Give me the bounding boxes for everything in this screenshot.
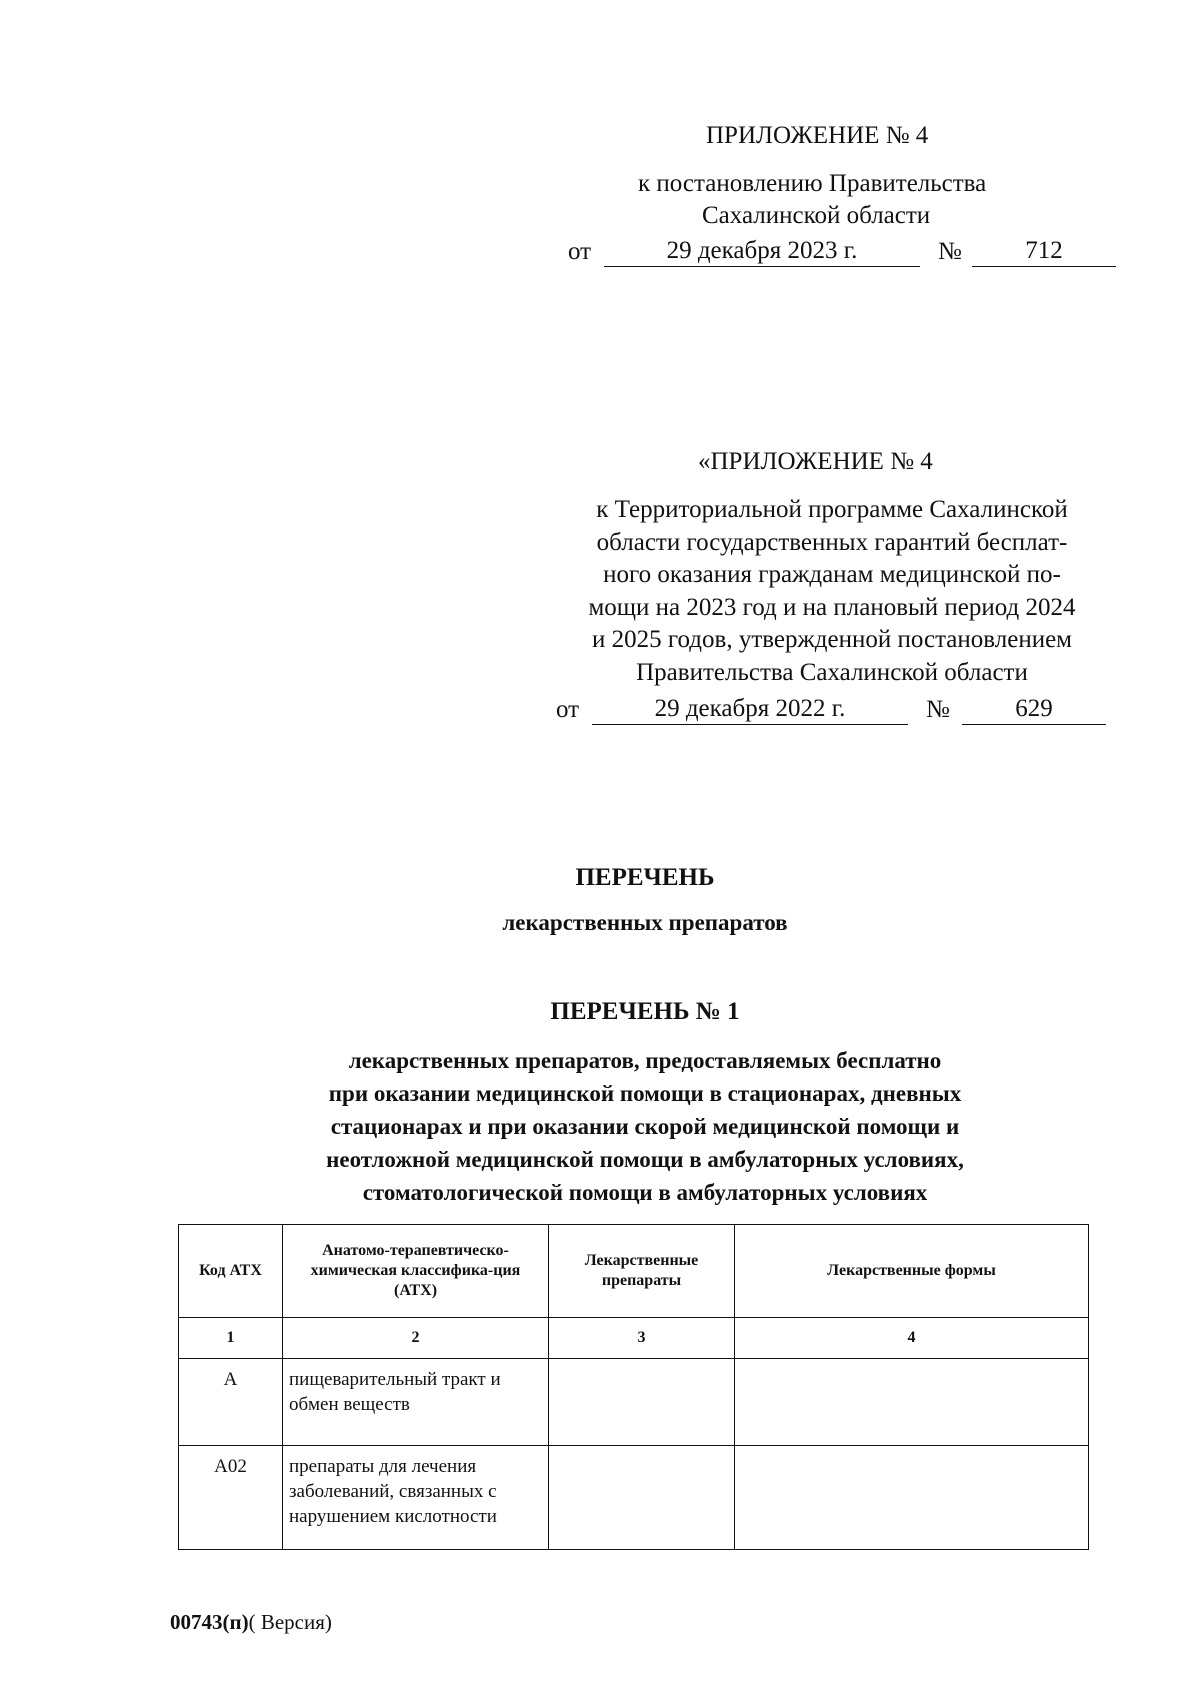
column-number: 3 (549, 1318, 735, 1359)
forms-cell (735, 1446, 1089, 1550)
atc-table (178, 1224, 1089, 1550)
annex2-line: Правительства Сахалинской области (636, 658, 1028, 686)
column-number: 2 (283, 1318, 549, 1359)
document-footer (170, 1610, 332, 1635)
list1-line: неотложной медицинской помощи в амбулаторных условиях, (326, 1147, 964, 1172)
table-row (179, 1446, 1089, 1550)
annex2-line: к Территориальной программе Сахалинской (596, 496, 1068, 523)
annex2-line: и 2025 годов, утвержденной постановлением (592, 626, 1072, 653)
list1-line: стоматологической помощи в амбулаторных условиях (362, 1180, 928, 1205)
annex2-line: ного оказания гражданам медицинской по- (603, 561, 1061, 588)
annex2-line: области государственных гарантий бесплат- (596, 528, 1068, 556)
annex1-title: ПРИЛОЖЕНИЕ № 4 (706, 122, 929, 149)
drugs-cell (549, 1359, 735, 1446)
forms-cell (735, 1359, 1089, 1446)
table-number-row (179, 1318, 1089, 1359)
document-version: ( Версия) (248, 1610, 332, 1634)
annex2-no-label: № (926, 696, 950, 723)
annex1-no-label: № (938, 238, 962, 265)
header-drugs: Лекарственные препараты (549, 1225, 735, 1318)
annex2-number: 629 (962, 694, 1106, 725)
list1-line: лекарственных препаратов, предоставляемых бесплатно (348, 1048, 942, 1073)
table-header-row (179, 1225, 1089, 1318)
drugs-cell (549, 1446, 735, 1550)
header-atc-classification: Анатомо-терапевтическо-химическая классифика-ция (АТХ) (283, 1225, 549, 1318)
list1-line: стационарах и при оказании скорой медицинской помощи и (330, 1114, 960, 1139)
classification-cell: препараты для лечения заболеваний, связанных с нарушением кислотности (283, 1446, 549, 1550)
annex2-line: мощи на 2023 год и на плановый период 2024 (588, 593, 1076, 621)
column-number: 1 (179, 1318, 283, 1359)
list-subheading: лекарственных препаратов (502, 910, 788, 935)
atc-code-cell: А02 (179, 1446, 283, 1550)
annex1-from-label: от (568, 238, 592, 265)
list1-line: при оказании медицинской помощи в стационарах, дневных (328, 1081, 962, 1106)
atc-code-cell: А (179, 1359, 283, 1446)
list1-description (0, 1044, 1200, 1209)
annex2-body (548, 494, 1116, 689)
annex1-date: 29 декабря 2023 г. (604, 236, 920, 267)
list-heading: ПЕРЕЧЕНЬ (575, 864, 715, 891)
classification-cell: пищеварительный тракт и обмен веществ (283, 1359, 549, 1446)
annex2-title: «ПРИЛОЖЕНИЕ № 4 (698, 448, 933, 475)
annex1-line2: Сахалинской области (702, 202, 931, 229)
annex2-date: 29 декабря 2022 г. (592, 694, 908, 725)
column-number: 4 (735, 1318, 1089, 1359)
header-atc-code: Код АТХ (179, 1225, 283, 1318)
document-code: 00743(п) (170, 1610, 249, 1634)
annex2-from-label: от (556, 696, 580, 723)
header-dosage-forms: Лекарственные формы (735, 1225, 1089, 1318)
annex1-line1: к постановлению Правительства (638, 170, 987, 197)
list1-heading: ПЕРЕЧЕНЬ № 1 (550, 998, 740, 1025)
table-row (179, 1359, 1089, 1446)
annex1-number: 712 (972, 236, 1116, 267)
